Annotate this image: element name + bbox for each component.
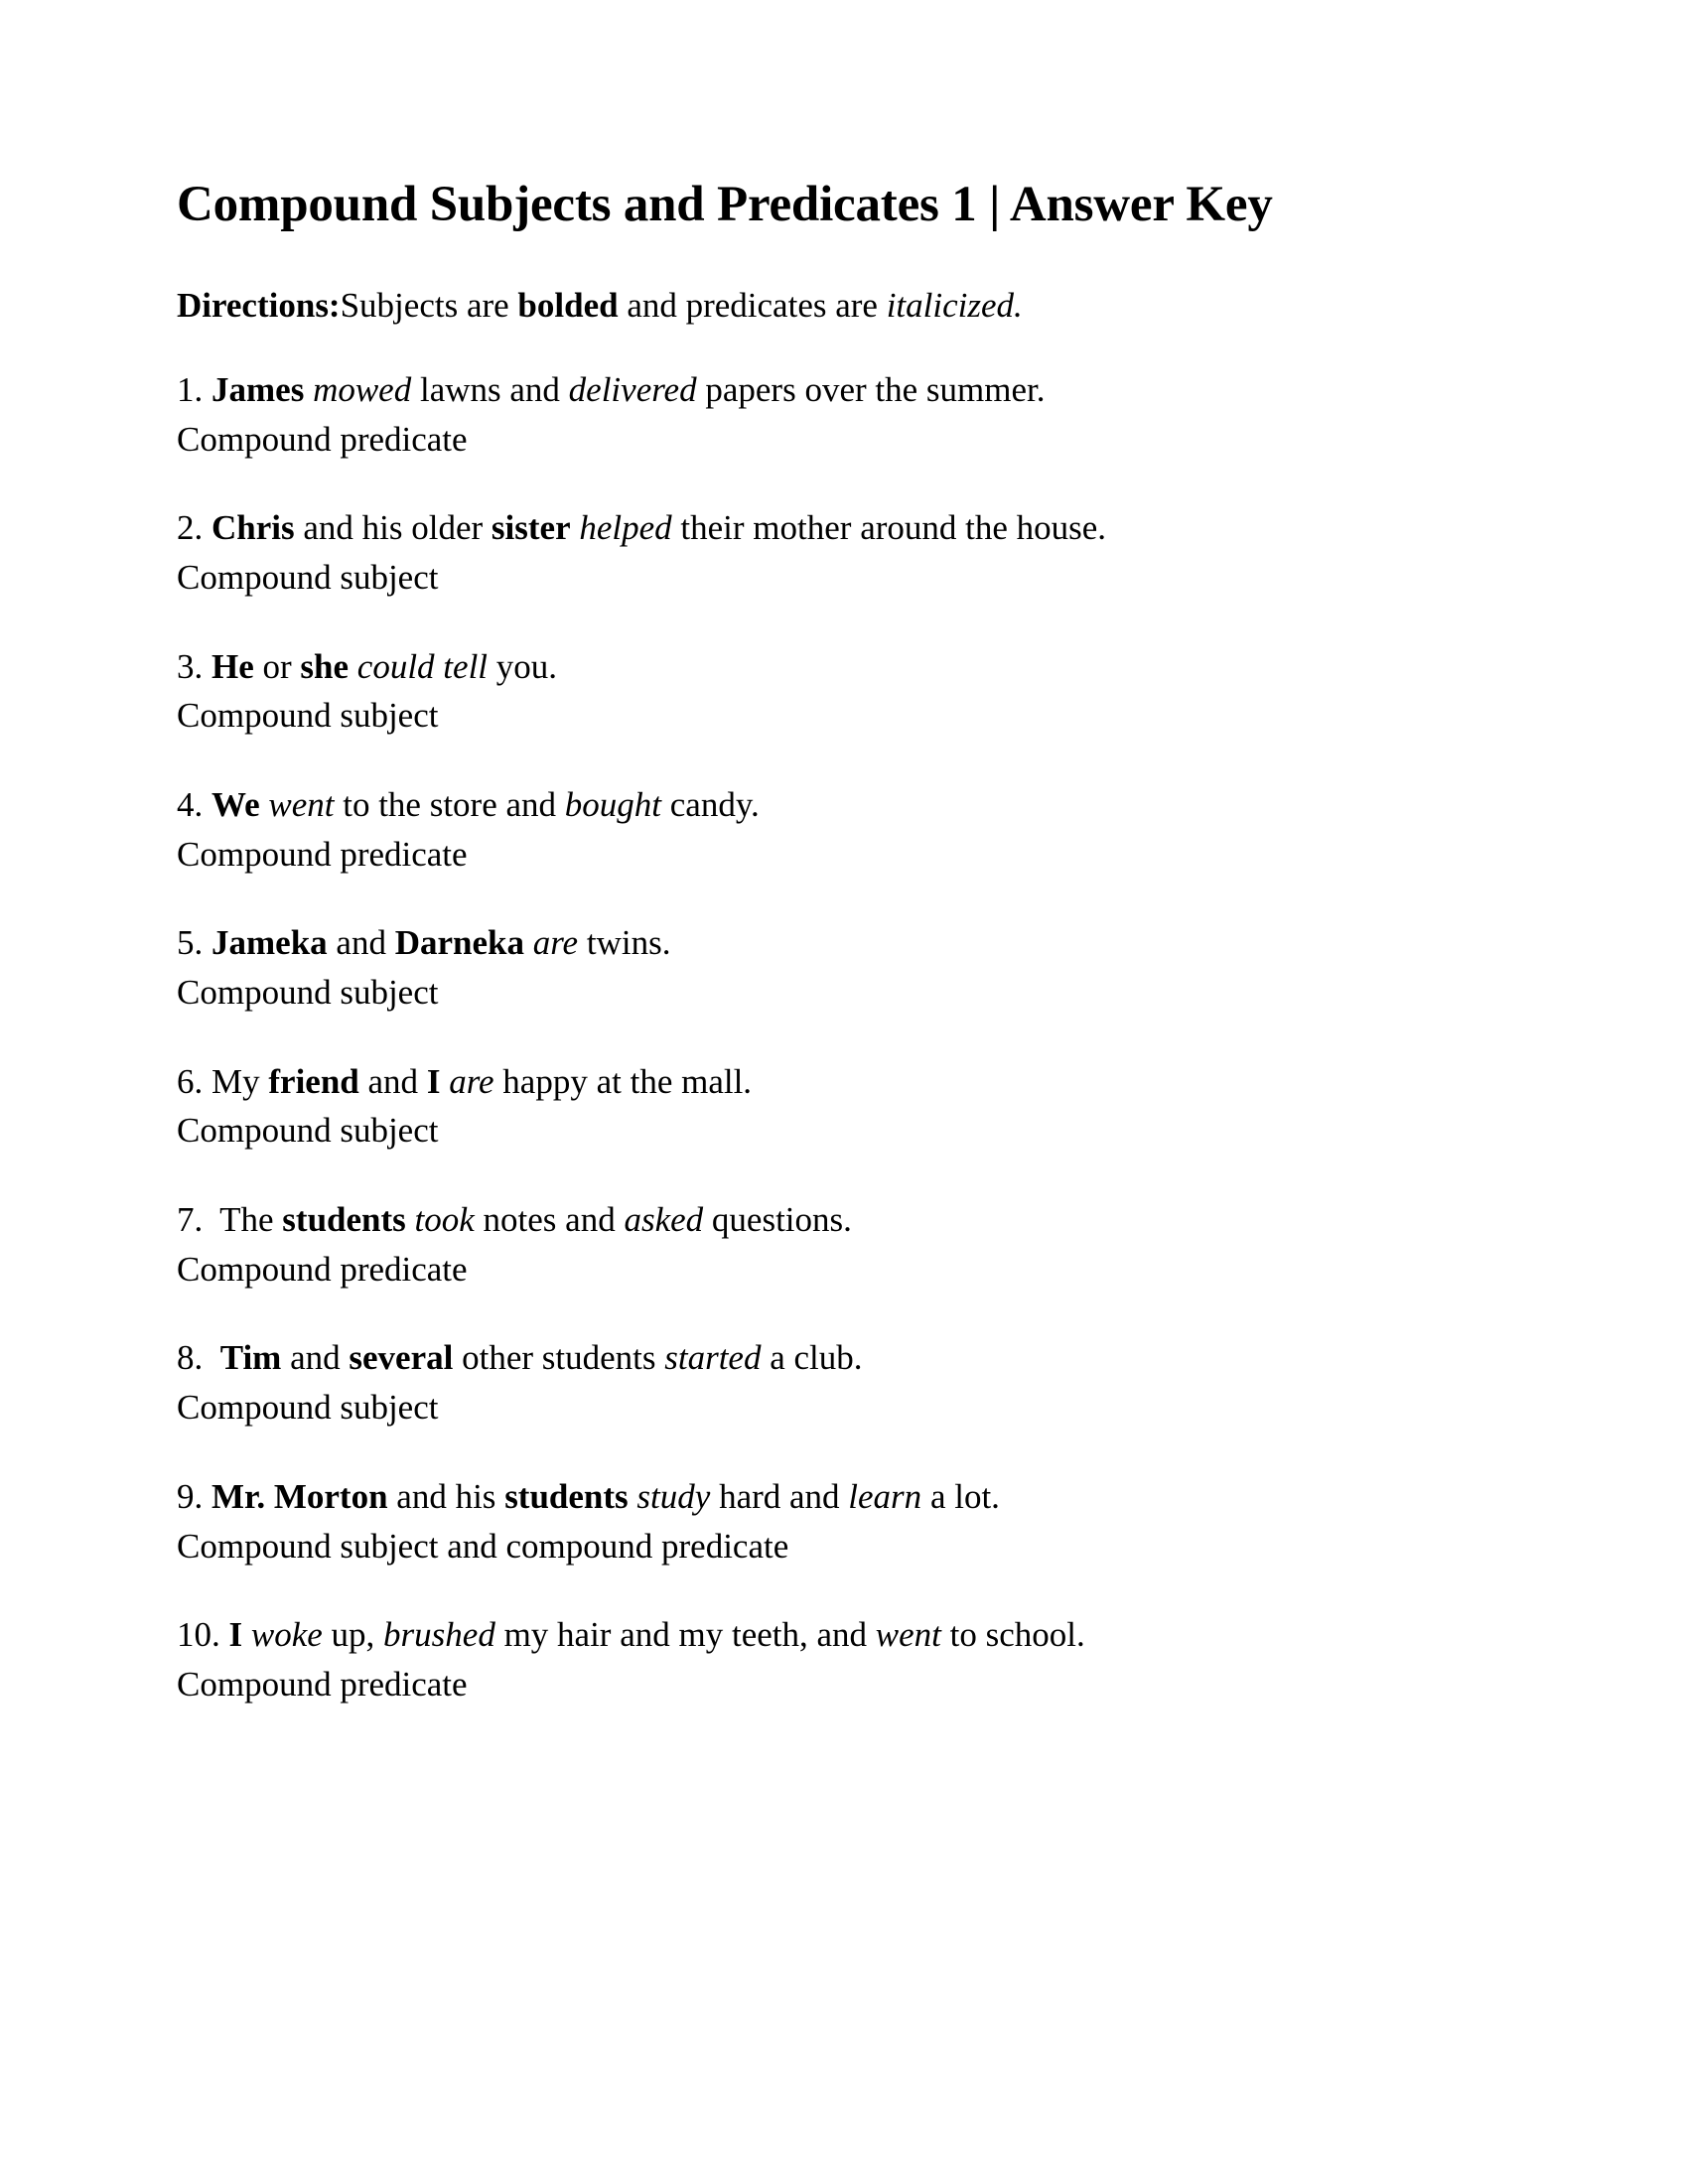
sentence-7-text-b: notes and	[474, 1200, 625, 1240]
subject-9a: Mr. Morton	[211, 1476, 388, 1516]
subject-2b: sister	[491, 508, 571, 548]
sentence-10-text-d: to school.	[940, 1615, 1085, 1655]
subject-2a: Chris	[211, 508, 295, 548]
subject-8a: Tim	[219, 1338, 282, 1378]
sentence-6	[177, 1057, 1487, 1107]
sentence-1-text-a	[304, 370, 313, 409]
sentence-10-text-a	[242, 1615, 251, 1654]
item-number-10: 10.	[177, 1615, 229, 1655]
item-number-3: 3.	[177, 646, 211, 686]
item-number-7: 7. The	[177, 1200, 283, 1240]
list-item	[177, 1472, 1487, 1570]
list-item	[177, 1195, 1487, 1294]
sentence-2-text-a: and his older	[294, 508, 492, 548]
sentence-8	[177, 1333, 1487, 1383]
directions-label: Directions:	[177, 286, 341, 326]
page-title-main: Compound Subjects and Predicates 1	[177, 177, 990, 232]
sentence-5-text-a: and	[327, 923, 395, 963]
subject-6b: I	[426, 1061, 441, 1101]
answer-2: Compound subject	[177, 557, 439, 597]
item-number-6: 6. My	[177, 1061, 269, 1101]
document-body	[177, 177, 1487, 1709]
sentence-5-text-c: twins.	[578, 923, 671, 963]
sentence-9-text-c: hard and	[710, 1476, 849, 1516]
answer-9: Compound subject and compound predicate	[177, 1526, 789, 1566]
page-title	[177, 177, 1487, 232]
subject-5a: Jameka	[211, 923, 328, 963]
directions-italicized-word: italicized.	[886, 286, 1023, 326]
subject-8b: several	[349, 1338, 454, 1378]
directions-line	[177, 284, 1487, 328]
answer-3: Compound subject	[177, 696, 439, 736]
predicate-4b: bought	[564, 784, 662, 824]
sentence-1	[177, 365, 1487, 415]
sentence-7	[177, 1195, 1487, 1245]
predicate-7b: asked	[624, 1200, 704, 1240]
predicate-4a: went	[268, 784, 335, 824]
predicate-9b: learn	[848, 1476, 922, 1516]
answer-10: Compound predicate	[177, 1664, 468, 1704]
sentence-1-text-b: lawns and	[411, 369, 569, 409]
predicate-2: helped	[579, 508, 672, 548]
item-number-8: 8.	[177, 1338, 220, 1378]
subject-5b: Darneka	[394, 923, 524, 963]
sentence-3-text-a: or	[253, 646, 301, 686]
answer-7: Compound predicate	[177, 1249, 468, 1289]
subject-9b: students	[504, 1476, 629, 1516]
sentence-9	[177, 1472, 1487, 1522]
item-number-1: 1.	[177, 369, 211, 409]
subject-6a: friend	[268, 1061, 359, 1101]
page-title-answer-key: Answer Key	[1009, 177, 1273, 232]
sentence-10-text-c: my hair and my teeth, and	[494, 1615, 876, 1655]
sentence-10	[177, 1610, 1487, 1660]
sentence-10-text-b: up,	[322, 1615, 384, 1655]
sentence-3-text-b	[349, 647, 357, 686]
subject-1: James	[211, 369, 305, 409]
list-item	[177, 780, 1487, 879]
subject-3b: she	[300, 646, 350, 686]
directions-text-1: Subjects are	[340, 286, 518, 326]
list-item	[177, 642, 1487, 741]
subject-7: students	[282, 1200, 406, 1240]
list-item	[177, 1610, 1487, 1708]
sentence-4-text-b: to the store and	[334, 784, 565, 824]
predicate-3: could tell	[356, 646, 489, 686]
sentence-6-text-b	[440, 1062, 449, 1101]
subject-3a: He	[211, 646, 254, 686]
subject-10: I	[228, 1615, 243, 1655]
answer-4: Compound predicate	[177, 834, 468, 874]
sentence-8-text-c: a club.	[761, 1338, 863, 1378]
answer-5: Compound subject	[177, 973, 439, 1013]
sentence-3	[177, 642, 1487, 692]
sentence-7-text-a	[406, 1200, 415, 1239]
predicate-5: are	[532, 923, 579, 963]
predicate-1b: delivered	[568, 369, 697, 409]
sentence-8-text-b: other students	[453, 1338, 665, 1378]
sentence-5-text-b	[524, 923, 533, 962]
page-title-separator: |	[989, 177, 1010, 232]
answer-8: Compound subject	[177, 1388, 439, 1428]
sentence-9-text-d: a lot.	[921, 1476, 1000, 1516]
sentence-4	[177, 780, 1487, 830]
sentence-6-text-c: happy at the mall.	[493, 1061, 753, 1101]
predicate-10a: woke	[250, 1615, 323, 1655]
item-number-4: 4.	[177, 784, 211, 824]
sentence-7-text-c: questions.	[703, 1200, 852, 1240]
sentence-4-text-c: candy.	[661, 784, 760, 824]
answer-list	[177, 365, 1487, 1709]
answer-6: Compound subject	[177, 1111, 439, 1151]
answer-1: Compound predicate	[177, 419, 468, 459]
sentence-2-text-c: their mother around the house.	[671, 508, 1107, 548]
item-number-9: 9.	[177, 1476, 211, 1516]
item-number-5: 5.	[177, 923, 211, 963]
predicate-8: started	[664, 1338, 762, 1378]
directions-bolded-word: bolded	[517, 286, 619, 326]
sentence-1-text-c: papers over the summer.	[696, 369, 1046, 409]
sentence-8-text-a: and	[281, 1338, 350, 1378]
directions-text-2: and predicates are	[618, 286, 887, 326]
sentence-3-text-c: you.	[488, 646, 558, 686]
predicate-10b: brushed	[383, 1615, 495, 1655]
list-item	[177, 365, 1487, 464]
sentence-2	[177, 503, 1487, 553]
predicate-6: are	[449, 1061, 494, 1101]
predicate-7a: took	[414, 1200, 475, 1240]
predicate-9a: study	[636, 1476, 711, 1516]
predicate-1a: mowed	[313, 369, 412, 409]
subject-4: We	[211, 784, 260, 824]
list-item	[177, 1057, 1487, 1156]
sentence-9-text-a: and his	[387, 1476, 505, 1516]
item-number-2: 2.	[177, 508, 211, 548]
list-item	[177, 503, 1487, 602]
predicate-10c: went	[875, 1615, 941, 1655]
list-item	[177, 1333, 1487, 1432]
sentence-6-text-a: and	[358, 1061, 427, 1101]
list-item	[177, 918, 1487, 1017]
sentence-5	[177, 918, 1487, 968]
